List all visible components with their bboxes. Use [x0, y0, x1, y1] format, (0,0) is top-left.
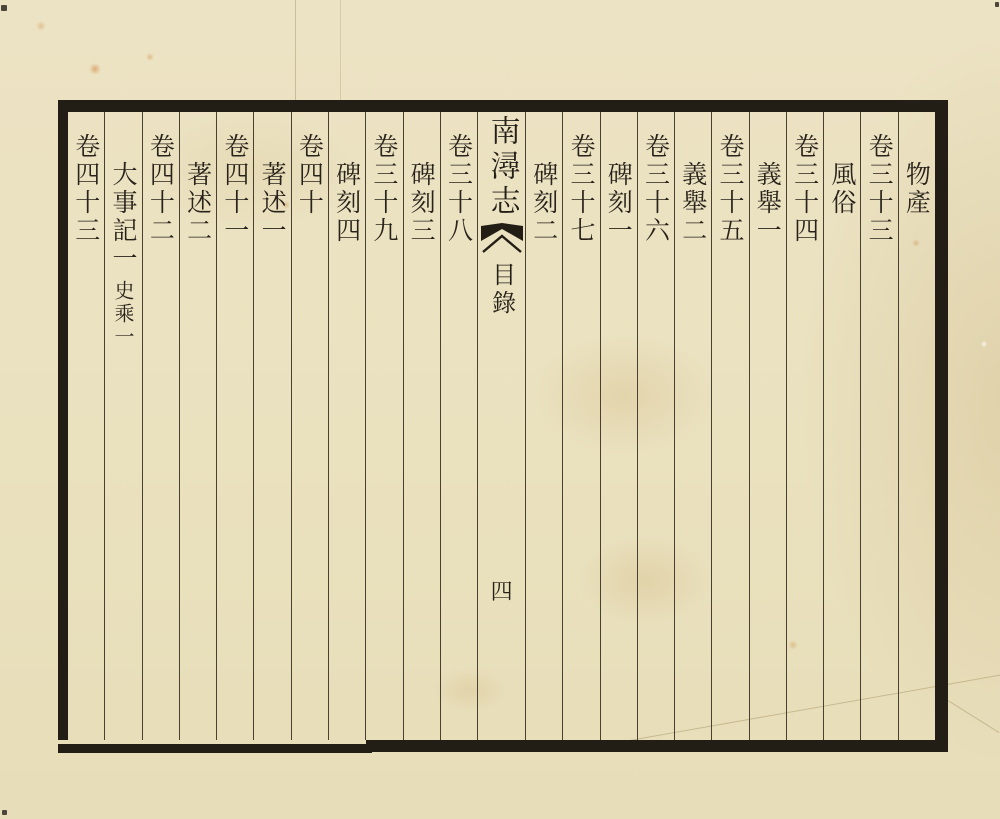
- toc-column: [253, 112, 290, 740]
- toc-column: [786, 112, 823, 740]
- toc-column: [562, 112, 599, 740]
- toc-column: [823, 112, 860, 740]
- toc-entry-text: 義舉一: [753, 161, 783, 245]
- page-number: 四: [490, 580, 513, 605]
- toc-column: [365, 112, 402, 740]
- fishtail-icon: [481, 223, 523, 257]
- toc-column: [68, 112, 104, 740]
- spine-section-label: 目錄: [487, 262, 516, 318]
- toc-entry-text: 卷三十九: [369, 133, 399, 245]
- toc-entry-text: 卷三十三: [865, 133, 895, 245]
- toc-entry-text: 義舉二: [678, 161, 708, 245]
- toc-column: [898, 112, 935, 740]
- toc-entry-text: 卷三十四: [790, 133, 820, 245]
- toc-entry-text: 著述一: [258, 161, 288, 245]
- toc-entry-text: 卷三十七: [566, 133, 596, 245]
- toc-columns: [68, 112, 935, 740]
- book-title: 南潯志: [484, 115, 520, 220]
- toc-entry-text: 卷三十六: [641, 133, 671, 245]
- spine-column: [477, 112, 525, 740]
- toc-column: [179, 112, 216, 740]
- toc-entry-text: 風俗: [827, 161, 857, 217]
- toc-column: [711, 112, 748, 740]
- toc-entry-text: 碑刻二: [529, 161, 559, 245]
- scan-speck: [1, 5, 7, 11]
- toc-column: [440, 112, 477, 740]
- toc-column: [328, 112, 365, 740]
- toc-entry-main: 大事記一: [109, 161, 139, 273]
- toc-entry-text: 著述二: [183, 161, 213, 245]
- page-frame: [58, 100, 948, 740]
- toc-column: [525, 112, 562, 740]
- toc-entry-text: 卷四十: [295, 133, 325, 217]
- toc-entry-annotation: 史乘一: [111, 280, 136, 349]
- toc-entry-text: 卷四十一: [220, 133, 250, 245]
- frame-bottom-border-right: [366, 740, 948, 752]
- toc-column: [216, 112, 253, 740]
- toc-entry-text: 卷四十二: [146, 133, 176, 245]
- toc-column: [291, 112, 328, 740]
- scan-speck: [2, 810, 7, 815]
- toc-column: [600, 112, 637, 740]
- toc-entry-text: 卷三十五: [716, 133, 746, 245]
- paper-fold-line: [295, 0, 296, 101]
- toc-column: [637, 112, 674, 740]
- toc-entry-text: 卷三十八: [444, 133, 474, 245]
- toc-column: [749, 112, 786, 740]
- frame-bottom-border-left: [58, 744, 372, 753]
- toc-entry-text: 物產: [902, 161, 932, 217]
- toc-column: [142, 112, 179, 740]
- toc-entry-text: 卷四十三: [71, 133, 101, 245]
- toc-column: [104, 112, 141, 740]
- toc-entry-text: [109, 161, 139, 740]
- toc-column: [674, 112, 711, 740]
- toc-entry-text: 碑刻三: [407, 161, 437, 245]
- toc-column: [860, 112, 897, 740]
- paper-fold-line: [340, 0, 341, 101]
- toc-column: [403, 112, 440, 740]
- toc-entry-text: 碑刻一: [604, 161, 634, 245]
- toc-entry-text: 碑刻四: [332, 161, 362, 245]
- paper-crease: [939, 695, 999, 733]
- scan-speck: [995, 2, 999, 7]
